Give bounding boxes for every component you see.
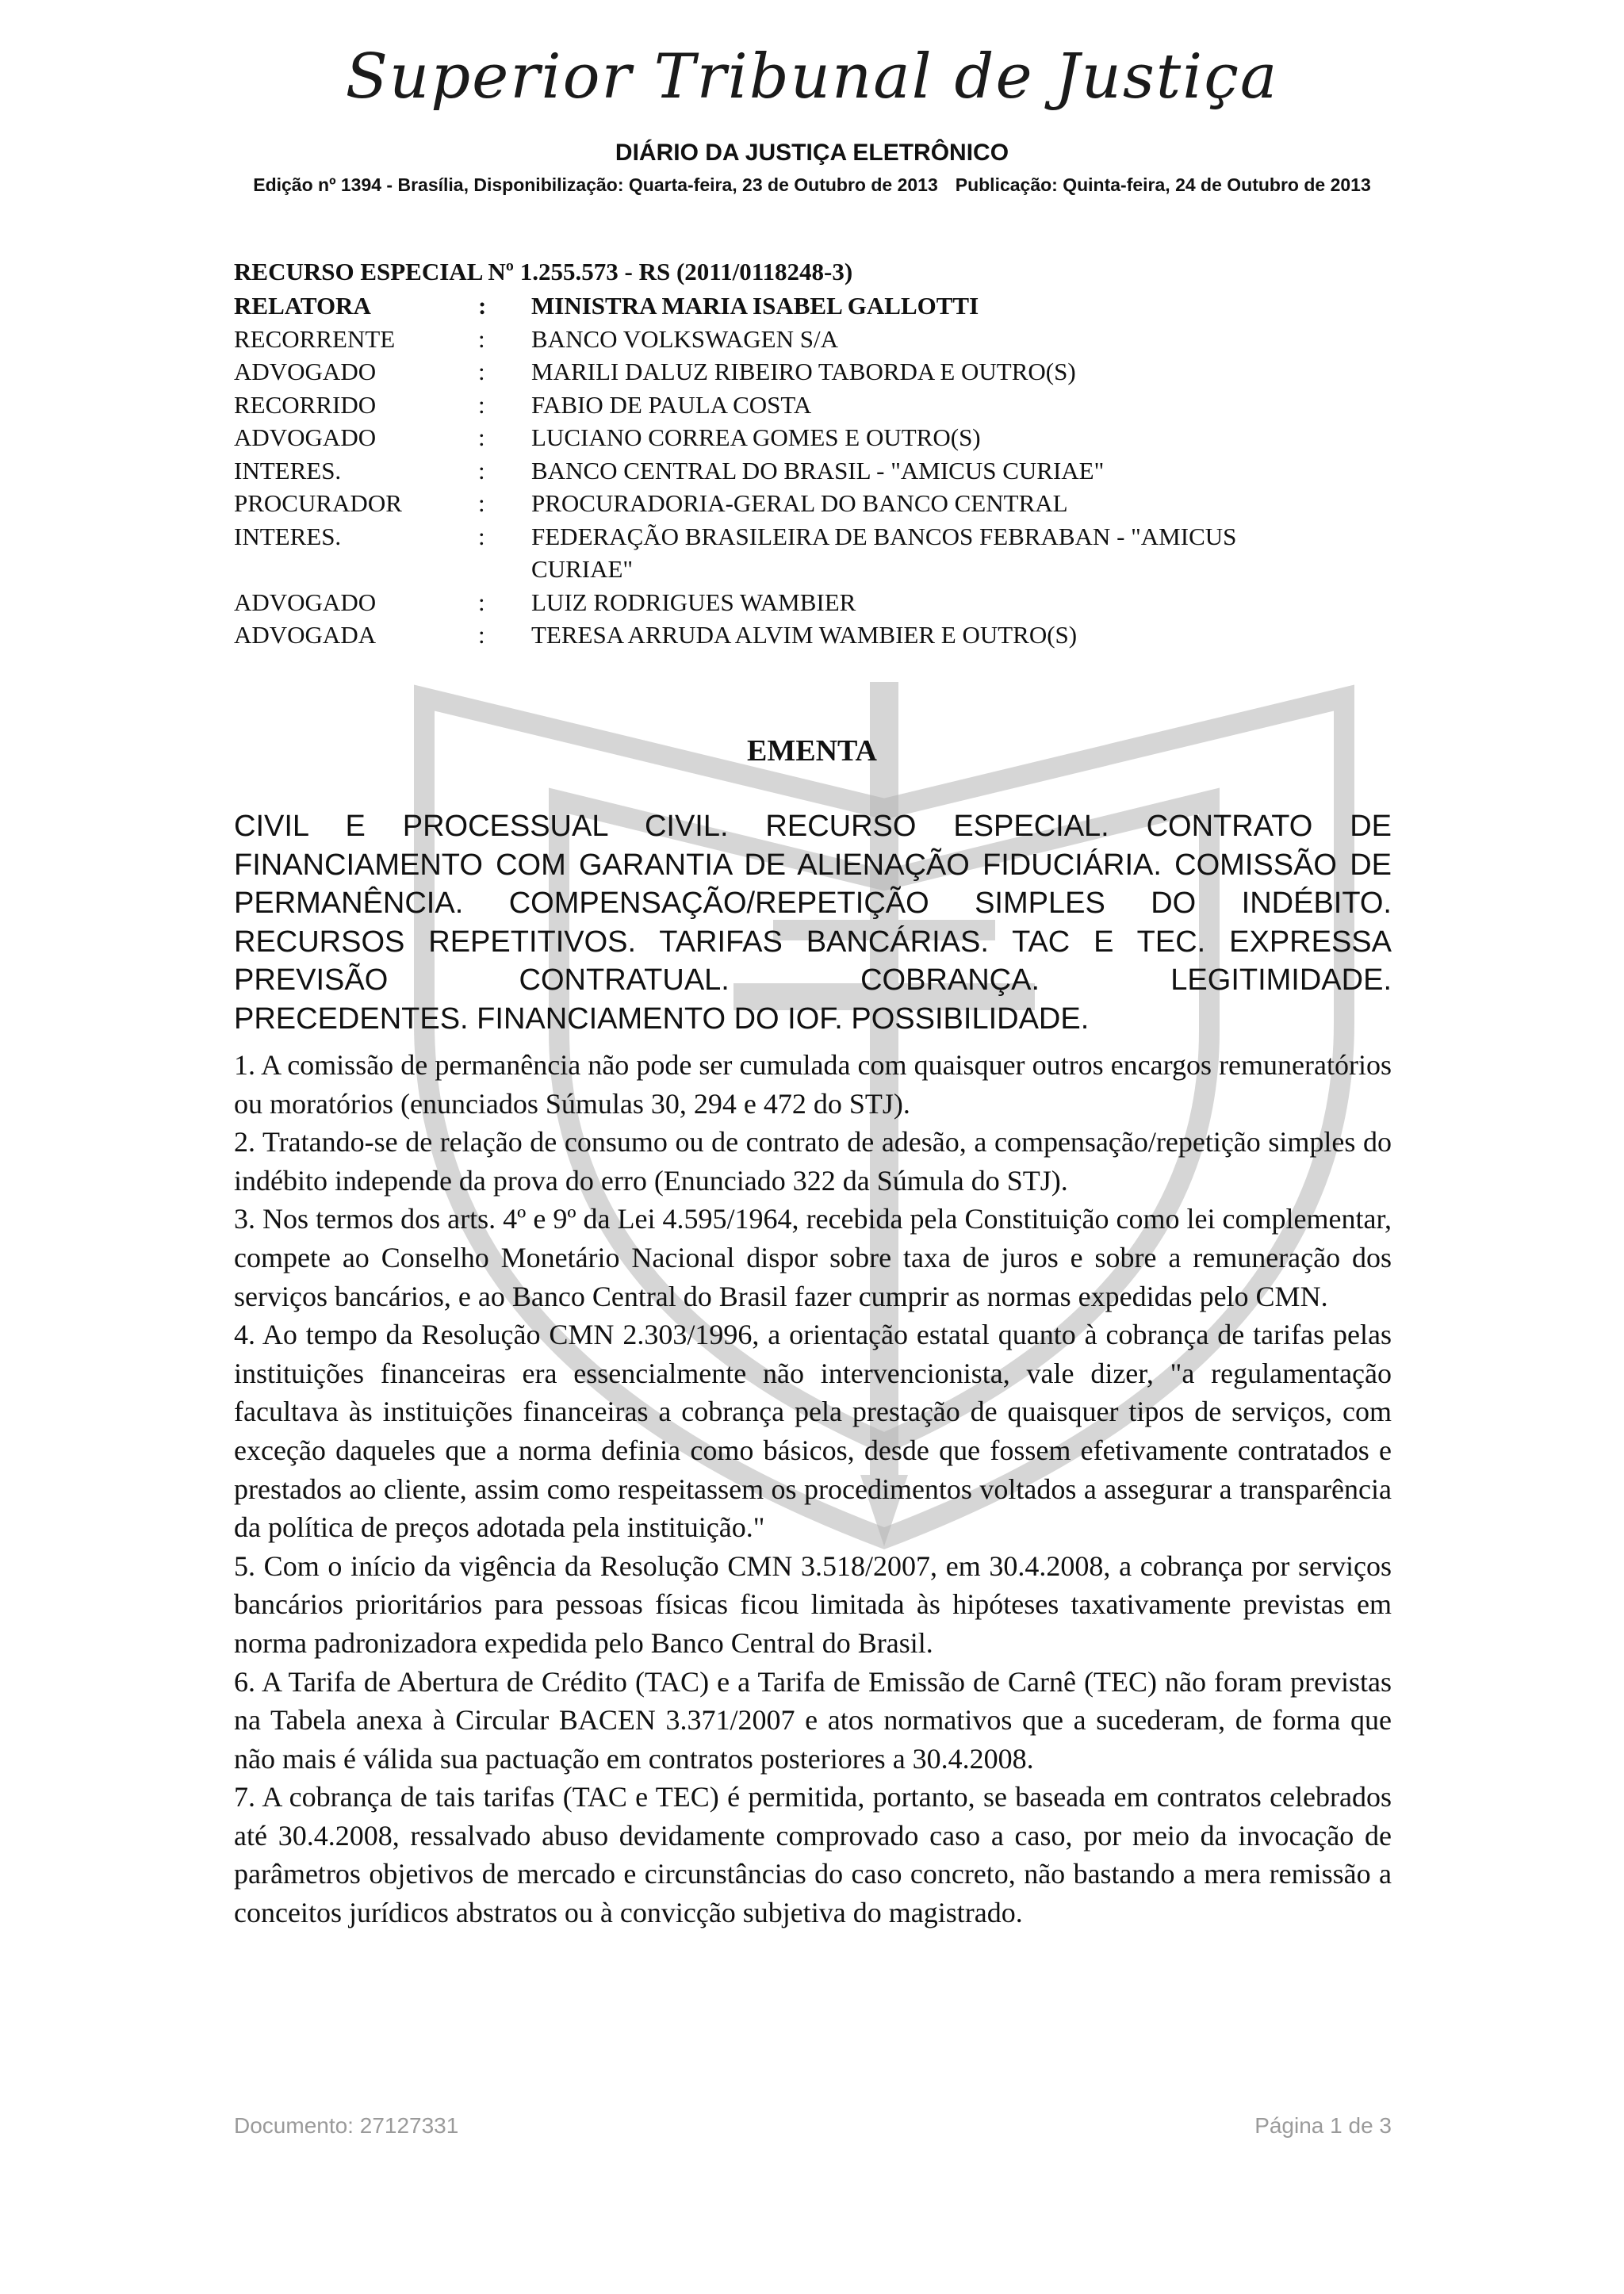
party-name-continuation: CURIAE" [531, 555, 634, 583]
party-name: LUCIANO CORREA GOMES E OUTRO(S) [531, 423, 981, 451]
party-separator: : [478, 390, 485, 419]
party-name: MINISTRA MARIA ISABEL GALLOTTI [531, 292, 979, 320]
party-row [234, 454, 1392, 488]
ementa-heading: EMENTA [747, 734, 877, 768]
party-name: MARILI DALUZ RIBEIRO TABORDA E OUTRO(S) [531, 358, 1076, 385]
ementa-items [234, 1046, 1392, 1932]
party-separator: : [478, 489, 485, 517]
party-role: PROCURADOR [234, 489, 402, 517]
party-separator: : [478, 522, 485, 550]
court-name: Superior Tribunal de Justiça [345, 41, 1279, 113]
party-role: INTERES. [234, 456, 342, 484]
party-role: RECORRENTE [234, 324, 396, 353]
party-role: ADVOGADA [234, 621, 377, 649]
edition-info: Edição nº 1394 - Brasília, Disponibilização: Quarta-feira, 23 de Outubro de 2013 [253, 174, 938, 195]
ementa-item: 6. A Tarifa de Abertura de Crédito (TAC) e a Tarifa de Emissão de Carnê (TEC) não foram previstas na Tabela anexa à Circular BACEN 3.371/2007 e atos normativos que a sucederam, de forma que não mais é válida sua pactuação em contratos posteriores a 30.4.2008. [234, 1665, 1392, 1775]
party-name: TERESA ARRUDA ALVIM WAMBIER E OUTRO(S) [531, 621, 1078, 649]
footer-page-number: Página 1 de 3 [1254, 2113, 1392, 2138]
ementa-item: 1. A comissão de permanência não pode ser cumulada com quaisquer outros encargos remuneratórios ou moratórios (enunciados Súmulas 30, 294 e 472 do STJ). [234, 1049, 1392, 1120]
party-name: BANCO VOLKSWAGEN S/A [531, 324, 838, 353]
party-row [234, 355, 1392, 389]
party-row [234, 586, 1392, 619]
journal-title: DIÁRIO DA JUSTIÇA ELETRÔNICO [615, 140, 1009, 166]
party-name: BANCO CENTRAL DO BRASIL - "AMICUS CURIAE" [531, 456, 1105, 484]
party-name-line: FEDERAÇÃO BRASILEIRA DE BANCOS FEBRABAN - "AMICUS [531, 522, 1237, 550]
ementa-summary-text: CIVIL E PROCESSUAL CIVIL. RECURSO ESPECIAL. CONTRATO DE FINANCIAMENTO COM GARANTIA DE ALIENAÇÃO FIDUCIÁRIA. COMISSÃO DE PERMANÊNCIA. COMPENSAÇÃO/REPETIÇÃO SIMPLES DO INDÉBITO. RECURSOS REPETITIVOS. TARIFAS BANCÁRIAS. TAC E TEC. EXPRESSA PREVISÃO CONTRATUAL. COBRANÇA. LEGITIMIDADE. [234, 810, 1392, 997]
edition-line [0, 176, 1624, 194]
parties-list [234, 289, 1392, 652]
party-separator: : [478, 358, 485, 385]
party-row [234, 323, 1392, 356]
ementa-item: 4. Ao tempo da Resolução CMN 2.303/1996, a orientação estatal quanto à cobrança de tarifas pelas instituições financeiras era essencialmente não intervencionista, vale dizer, "a regulamentação facultava às instituições financeiras a cobrança pela prestação de quaisquer tipos de serviços, com exceção daqueles que a norma definia como básicos, desde que fossem efetivamente contratados e prestados ao cliente, assim como respeitassem os procedimentos voltados a assegurar a transparência da política de preços adotada pela instituição." [234, 1319, 1392, 1544]
ementa-item: 5. Com o início da vigência da Resolução CMN 3.518/2007, em 30.4.2008, a cobrança por serviços bancários prioritários para pessoas físicas ficou limitada às hipóteses taxativamente previstas em norma padronizadora expedida pelo Banco Central do Brasil. [234, 1549, 1392, 1659]
party-role: RECORRIDO [234, 390, 377, 419]
party-name: PROCURADORIA-GERAL DO BANCO CENTRAL [531, 489, 1068, 517]
ementa-item: 7. A cobrança de tais tarifas (TAC e TEC) é permitida, portanto, se baseada em contratos celebrados até 30.4.2008, ressalvado abuso devidamente comprovado caso a caso, por meio da invocação de parâmetros objetivos de mercado e circunstâncias do caso concreto, não bastando a mera remissão a conceitos jurídicos abstratos ou à convicção subjetiva do magistrado. [234, 1781, 1392, 1929]
ementa-item: 2. Tratando-se de relação de consumo ou de contrato de adesão, a compensação/repetição simples do indébito independe da prova do erro (Enunciado 322 da Súmula do STJ). [234, 1126, 1392, 1197]
party-role: ADVOGADO [234, 423, 377, 451]
ementa-item: 3. Nos termos dos arts. 4º e 9º da Lei 4.595/1964, recebida pela Constituição como lei complementar, compete ao Conselho Monetário Nacional dispor sobre taxa de juros e sobre a remuneração dos serviços bancários, e ao Banco Central do Brasil fazer cumprir as normas expedidas pelo CMN. [234, 1203, 1392, 1312]
publication-info: Publicação: Quinta-feira, 24 de Outubro de 2013 [955, 174, 1371, 195]
party-name: FABIO DE PAULA COSTA [531, 390, 812, 419]
party-row [234, 289, 1392, 323]
party-row [234, 487, 1392, 520]
party-separator: : [478, 588, 485, 616]
party-name: LUIZ RODRIGUES WAMBIER [531, 588, 856, 616]
footer-document-id: Documento: 27127331 [234, 2113, 459, 2138]
party-separator: : [478, 423, 485, 451]
party-separator: : [478, 292, 487, 320]
party-role: INTERES. [234, 522, 342, 550]
case-title: RECURSO ESPECIAL Nº 1.255.573 - RS (2011/0118248-3) [234, 258, 853, 285]
party-separator: : [478, 456, 485, 484]
party-separator: : [478, 324, 485, 353]
party-role: ADVOGADO [234, 588, 377, 616]
party-row [234, 520, 1392, 586]
party-role: ADVOGADO [234, 358, 377, 385]
ementa-summary [234, 807, 1392, 1038]
party-role: RELATORA [234, 292, 371, 320]
party-name [531, 520, 1324, 586]
party-row [234, 618, 1392, 652]
party-row [234, 421, 1392, 454]
party-row [234, 389, 1392, 422]
ementa-summary-last-line: PRECEDENTES. FINANCIAMENTO DO IOF. POSSIBILIDADE. [234, 1001, 1090, 1036]
party-separator: : [478, 621, 485, 649]
